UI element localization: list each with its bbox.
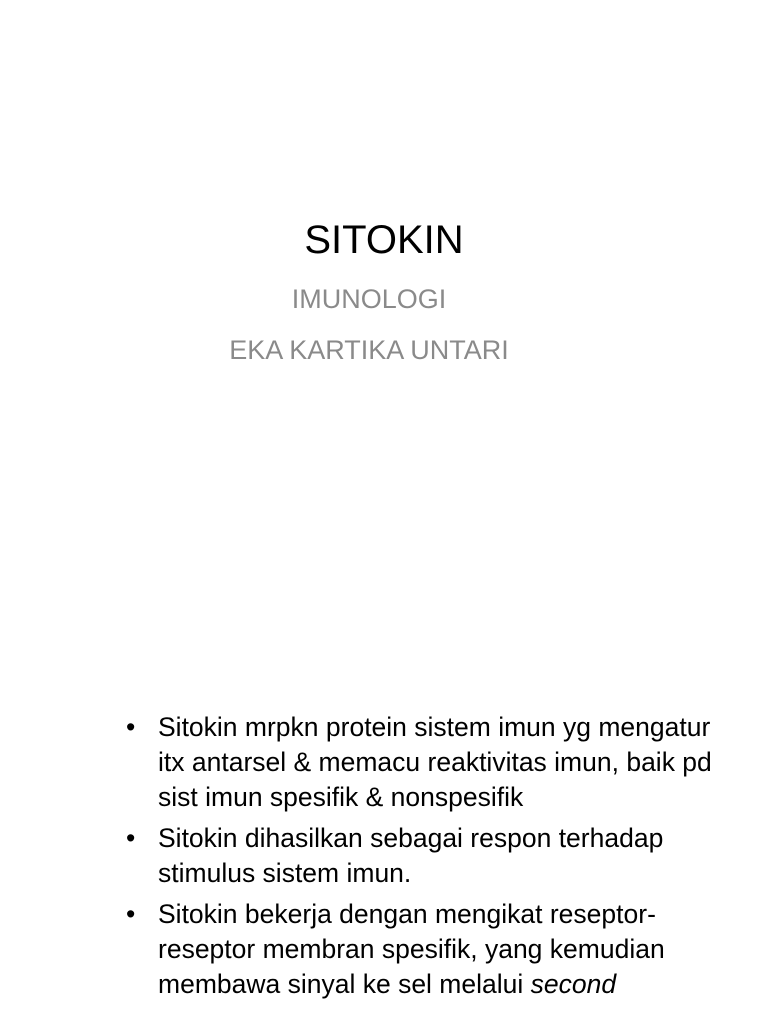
slide-title: SITOKIN — [304, 218, 464, 262]
content-slide — [0, 640, 768, 1024]
bullet-text-italic: second — [530, 969, 617, 999]
slide-subtitle-author: EKA KARTIKA UNTARI — [229, 335, 509, 365]
bullet-text: Sitokin dihasilkan sebagai respon terhadap stimulus sistem imun. — [158, 823, 664, 888]
bullet-item — [0, 710, 768, 815]
bullet-dot-icon: • — [126, 823, 136, 853]
bullet-text: Sitokin bekerja dengan mengikat reseptor-reseptor membran spesifik, yang kemudian membawa sinyal ke sel melalui — [158, 899, 665, 999]
bullet-dot-icon: • — [126, 899, 136, 929]
slide-subtitle-course: IMUNOLOGI — [291, 284, 447, 314]
bullet-list — [0, 710, 768, 1008]
bullet-dot-icon: • — [126, 712, 136, 742]
bullet-text: Sitokin mrpkn protein sistem imun yg mengatur itx antarsel & memacu reaktivitas imun, baik pd sist imun spesifik & nonspesifik — [158, 712, 712, 812]
bullet-item — [0, 821, 768, 891]
bullet-item — [0, 897, 768, 1002]
